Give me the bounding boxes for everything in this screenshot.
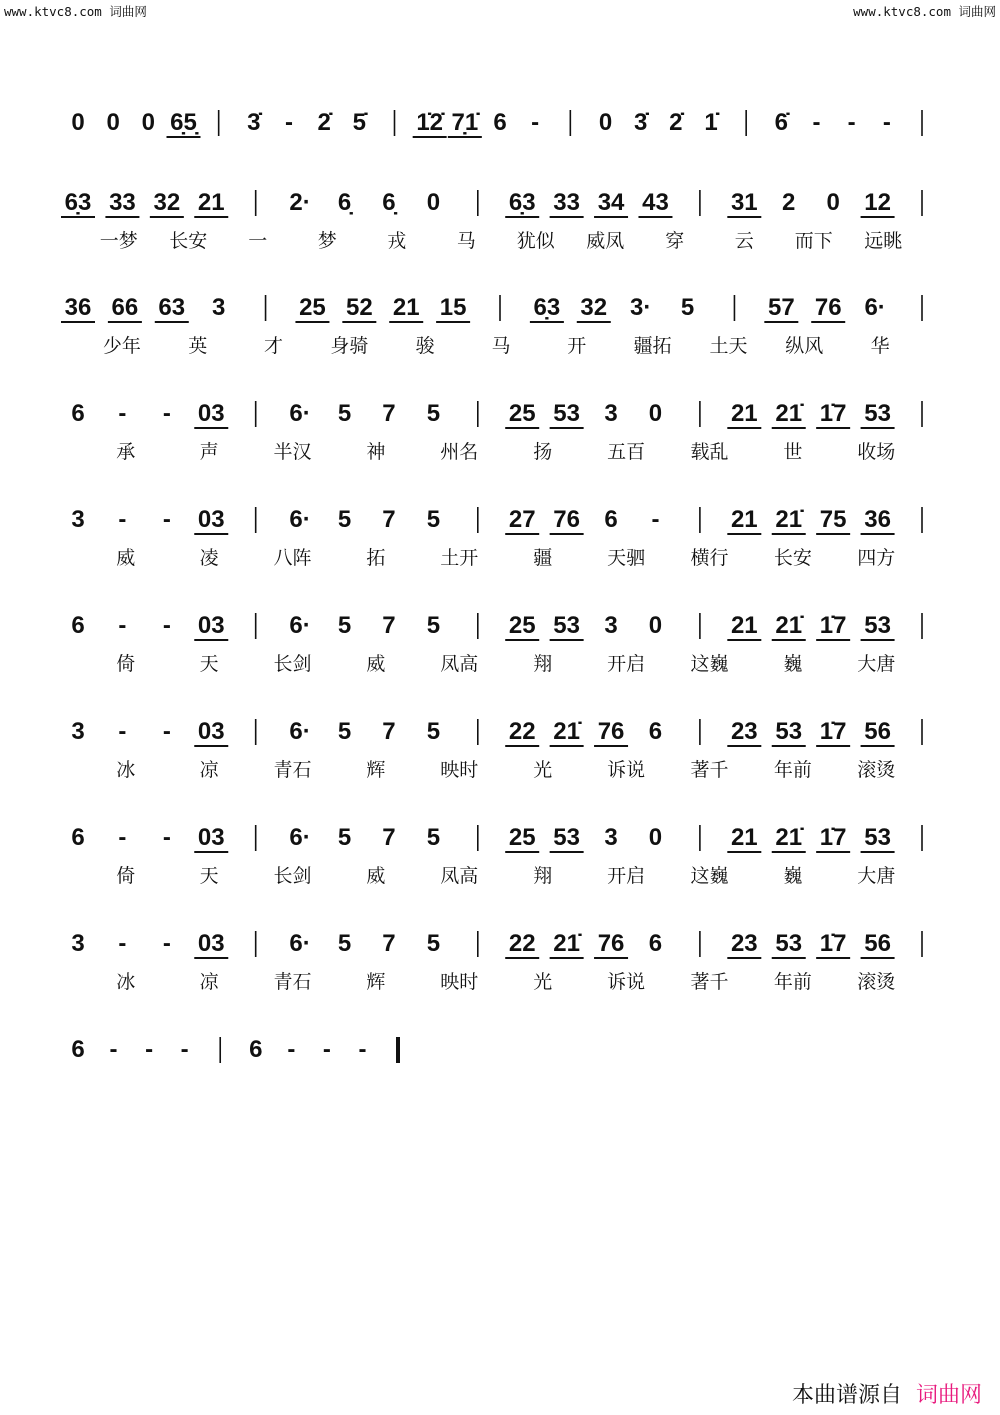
- lyric-word: 长剑: [273, 865, 312, 887]
- note: 3: [71, 718, 85, 745]
- lyric-word: 英: [188, 335, 208, 357]
- lyric-word: 光: [533, 971, 553, 993]
- note: 7: [382, 612, 396, 639]
- dash-extension: -: [109, 1036, 118, 1063]
- note: 6: [249, 1036, 263, 1063]
- lyric-word: 扬: [533, 441, 553, 463]
- note: 5: [337, 400, 352, 427]
- lyric-word: 马: [456, 230, 476, 252]
- note: 21̇: [775, 400, 803, 427]
- lyric-word: 映时: [440, 759, 479, 781]
- lyric-word: 映时: [440, 971, 479, 993]
- note: 1̇7: [819, 400, 847, 427]
- dash-extension: -: [118, 930, 127, 957]
- footer-source-label: 本曲谱源自: [791, 1383, 902, 1408]
- dash-extension: -: [118, 612, 127, 639]
- score-line: [71, 718, 922, 781]
- note: 6̣: [382, 189, 396, 216]
- note: 23: [730, 718, 758, 745]
- lyric-word: 长安: [169, 230, 208, 252]
- note: 21: [730, 400, 758, 427]
- lyric-word: 疆拓: [633, 335, 672, 357]
- lyric-word: 华: [870, 335, 890, 357]
- note: 36: [864, 506, 891, 533]
- lyric-word: 大唐: [857, 865, 896, 887]
- lyric-word: 青石: [273, 759, 312, 781]
- note: 5: [426, 718, 441, 745]
- note: 03: [197, 718, 225, 745]
- lyric-word: 一: [248, 230, 268, 252]
- dash-extension: -: [358, 1036, 367, 1063]
- lyric-word: 光: [533, 759, 553, 781]
- lyric-word: 凤高: [440, 653, 479, 675]
- score-line: [71, 506, 922, 569]
- note: 6: [71, 1036, 85, 1063]
- note: 31: [730, 189, 758, 216]
- note: 6·: [289, 718, 311, 745]
- note: 6̣5̣: [170, 109, 197, 136]
- note: 53: [553, 612, 580, 639]
- lyric-word: 这巍: [690, 653, 729, 675]
- note: 33: [109, 189, 136, 216]
- note: 33: [553, 189, 580, 216]
- dash-extension: -: [162, 930, 171, 957]
- lyric-word: 凉: [199, 971, 219, 993]
- note: 3̇: [633, 109, 648, 136]
- note: 5: [426, 824, 441, 851]
- note: 3: [211, 294, 226, 321]
- note: 21: [730, 824, 758, 851]
- note: 2·: [289, 189, 311, 216]
- note: 03: [197, 506, 225, 533]
- note: 21̇: [775, 612, 803, 639]
- lyric-word: 著千: [690, 971, 729, 993]
- lyric-word: 穿: [665, 230, 685, 252]
- lyric-word: 神: [366, 441, 386, 463]
- lyric-word: 横行: [690, 547, 729, 569]
- lyric-word: 凉: [199, 759, 219, 781]
- dash-extension: -: [162, 612, 171, 639]
- note: 21: [730, 612, 758, 639]
- lyric-word: 收场: [857, 441, 896, 463]
- note: 6̣3: [508, 189, 536, 216]
- lyric-word: 天: [199, 865, 219, 887]
- header-site-left: www.ktvc8.com 词曲网: [4, 4, 147, 19]
- note: 6: [648, 718, 663, 745]
- note: 43: [642, 189, 669, 216]
- lyric-word: 倚: [116, 865, 136, 887]
- note: 3: [604, 400, 618, 427]
- lyric-word: 云: [734, 230, 754, 252]
- note: 3̇: [247, 109, 261, 136]
- lyric-word: 巍: [783, 653, 803, 675]
- score-line: [71, 1036, 398, 1063]
- note: 53: [864, 400, 891, 427]
- note: 5: [337, 718, 352, 745]
- note: 03: [197, 400, 225, 427]
- lyric-word: 疆: [533, 547, 553, 569]
- note: 75: [819, 506, 847, 533]
- score-line: [61, 294, 922, 357]
- lyric-word: 威: [366, 653, 386, 675]
- lyric-word: 开启: [607, 865, 646, 887]
- note: 12: [864, 189, 891, 216]
- lyric-word: 年前: [773, 759, 812, 781]
- note: 36: [64, 294, 92, 321]
- note: 6̣: [337, 189, 352, 216]
- lyric-word: 远眺: [864, 230, 903, 252]
- note: 2: [782, 189, 796, 216]
- note: 5: [337, 930, 352, 957]
- note: 3·: [629, 294, 652, 321]
- note: 0: [648, 400, 663, 427]
- note: 6·: [289, 612, 311, 639]
- note: 5: [426, 930, 441, 957]
- dash-extension: -: [180, 1036, 189, 1063]
- lyric-word: 一梦: [99, 230, 138, 252]
- lyric-word: 戎: [387, 230, 407, 252]
- note: 21: [197, 189, 225, 216]
- score-line: [71, 824, 922, 887]
- note: 5: [426, 400, 441, 427]
- dash-extension: -: [651, 506, 660, 533]
- note: 76: [814, 294, 842, 321]
- note: 5: [337, 824, 352, 851]
- lyric-word: 声: [199, 441, 219, 463]
- note: 0: [648, 612, 663, 639]
- note: 66: [111, 294, 139, 321]
- lyric-word: 滚烫: [857, 971, 896, 993]
- note: 1̇̇: [704, 109, 718, 136]
- lyric-word: 翔: [533, 653, 553, 675]
- note: 21̇: [775, 824, 803, 851]
- note: 1̇2̇: [416, 109, 444, 136]
- note: 23: [730, 930, 758, 957]
- note: 7: [382, 824, 396, 851]
- lyric-word: 半汉: [273, 441, 312, 463]
- dash-extension: -: [145, 1036, 154, 1063]
- lyric-word: 凤高: [440, 865, 479, 887]
- lyric-word: 而下: [794, 230, 833, 252]
- note: 1̇7: [819, 930, 847, 957]
- note: 0: [648, 824, 663, 851]
- lyric-word: 年前: [773, 971, 812, 993]
- note: 6̇: [774, 109, 789, 136]
- note: 5: [337, 612, 352, 639]
- lyric-word: 威凤: [586, 230, 625, 252]
- lyric-word: 才: [264, 335, 284, 357]
- lyric-word: 长安: [773, 547, 812, 569]
- footer-credit: [792, 1378, 982, 1409]
- lyric-word: 诉说: [607, 759, 646, 781]
- dash-extension: -: [162, 824, 171, 851]
- lyric-word: 滚烫: [857, 759, 896, 781]
- lyric-word: 威: [366, 865, 386, 887]
- score-line: [71, 612, 922, 675]
- note: 76: [597, 718, 625, 745]
- note: 34: [597, 189, 625, 216]
- note: 5̇: [352, 109, 367, 136]
- note: 3: [604, 824, 618, 851]
- lyric-word: 载乱: [690, 441, 729, 463]
- note: 2̇: [317, 109, 331, 136]
- note: 63: [158, 294, 186, 321]
- note: 22: [508, 930, 536, 957]
- note: 6: [71, 824, 85, 851]
- lyric-word: 四方: [857, 547, 896, 569]
- note: 0: [106, 109, 120, 136]
- lyric-word: 大唐: [857, 653, 896, 675]
- lyric-word: 威: [116, 547, 136, 569]
- note: 6: [493, 109, 507, 136]
- note: 2̇: [669, 109, 683, 136]
- note: 27: [508, 506, 536, 533]
- note: 56: [864, 930, 891, 957]
- note: 53: [775, 930, 803, 957]
- dash-extension: -: [847, 109, 856, 136]
- note: 25: [508, 612, 536, 639]
- note: 25: [508, 824, 536, 851]
- lyric-word: 马: [491, 335, 511, 357]
- dash-extension: -: [118, 506, 127, 533]
- lyric-word: 土开: [440, 547, 479, 569]
- note: 5: [680, 294, 695, 321]
- dash-extension: -: [162, 506, 171, 533]
- lyric-word: 长剑: [273, 653, 312, 675]
- dash-extension: -: [322, 1036, 331, 1063]
- note: 1̇7: [819, 718, 847, 745]
- note: 03: [197, 612, 225, 639]
- dash-extension: -: [162, 718, 171, 745]
- lyric-word: 天驷: [607, 547, 646, 569]
- note: 0: [141, 109, 156, 136]
- header-site-right: www.ktvc8.com 词曲网: [853, 4, 996, 19]
- note: 52: [345, 294, 373, 321]
- note: 3: [604, 612, 618, 639]
- note: 6: [648, 930, 663, 957]
- lyric-word: 土天: [709, 335, 748, 357]
- note: 6·: [289, 824, 311, 851]
- dash-extension: -: [285, 109, 293, 136]
- dash-extension: -: [118, 400, 127, 427]
- dash-extension: -: [882, 109, 891, 136]
- note: 21: [392, 294, 420, 321]
- lyric-word: 梦: [317, 230, 337, 252]
- note: 57: [767, 294, 795, 321]
- note: 32: [580, 294, 608, 321]
- note: 6·: [289, 930, 311, 957]
- note: 03: [197, 930, 225, 957]
- dash-extension: -: [531, 109, 540, 136]
- note: 6̣3: [64, 189, 92, 216]
- note: 53: [553, 400, 580, 427]
- note: 7: [382, 930, 396, 957]
- lyric-word: 拓: [366, 547, 386, 569]
- note: 53: [553, 824, 580, 851]
- lyric-word: 这巍: [690, 865, 729, 887]
- note: 15: [439, 294, 467, 321]
- note: 21̇: [553, 718, 580, 745]
- note: 21̇: [553, 930, 580, 957]
- note: 32: [153, 189, 181, 216]
- score-line: [71, 400, 922, 463]
- footer-site-logo: 词曲网: [915, 1383, 982, 1408]
- lyric-word: 冰: [116, 971, 136, 993]
- note: 6: [604, 506, 618, 533]
- lyric-word: 身骑: [330, 335, 369, 357]
- note: 53: [864, 612, 891, 639]
- note: 25: [299, 294, 326, 321]
- score-line: [61, 189, 922, 252]
- note: 7: [382, 400, 396, 427]
- note: 6·: [864, 294, 886, 321]
- dash-extension: -: [287, 1036, 296, 1063]
- note: 1̇7: [819, 612, 847, 639]
- note: 5: [426, 612, 441, 639]
- note: 0: [71, 109, 85, 136]
- lyric-word: 少年: [102, 335, 141, 357]
- lyric-word: 巍: [783, 865, 803, 887]
- note: 6̣3: [533, 294, 561, 321]
- lyric-word: 州名: [440, 441, 479, 463]
- note: 1̇7: [819, 824, 847, 851]
- lyric-word: 骏: [415, 335, 435, 357]
- lyric-word: 诉说: [607, 971, 646, 993]
- note: 56: [864, 718, 891, 745]
- note: 7: [382, 718, 396, 745]
- lyric-word: 天: [199, 653, 219, 675]
- dash-extension: -: [118, 718, 127, 745]
- note: 25: [508, 400, 536, 427]
- lyric-word: 辉: [366, 759, 386, 781]
- score-line: [71, 109, 922, 137]
- note: 7̣1̇: [451, 109, 479, 136]
- note: 21̇: [775, 506, 803, 533]
- note: 53: [775, 718, 803, 745]
- lyric-word: 八阵: [273, 547, 312, 569]
- note: 21: [730, 506, 758, 533]
- lyric-word: 著千: [690, 759, 729, 781]
- lyric-word: 承: [116, 441, 136, 463]
- lyric-word: 世: [783, 441, 803, 463]
- note: 0: [426, 189, 441, 216]
- note: 76: [553, 506, 580, 533]
- lyric-word: 五百: [607, 441, 646, 463]
- note: 76: [597, 930, 625, 957]
- note: 22: [508, 718, 536, 745]
- note: 6·: [289, 506, 311, 533]
- note: 5: [337, 506, 352, 533]
- lyric-word: 纵风: [785, 335, 824, 357]
- lyric-word: 翔: [533, 865, 553, 887]
- note: 0: [598, 109, 613, 136]
- lyric-word: 开启: [607, 653, 646, 675]
- dash-extension: -: [162, 400, 171, 427]
- note: 6: [71, 400, 85, 427]
- note: 6·: [289, 400, 311, 427]
- note: 53: [864, 824, 891, 851]
- note: 03: [197, 824, 225, 851]
- note: 6: [71, 612, 85, 639]
- note: 3: [71, 506, 85, 533]
- note: 5: [426, 506, 441, 533]
- dash-extension: -: [118, 824, 127, 851]
- note: 3: [71, 930, 85, 957]
- lyric-word: 凌: [199, 547, 219, 569]
- lyric-word: 犹似: [516, 230, 555, 252]
- lyric-word: 倚: [116, 653, 136, 675]
- lyric-word: 开: [567, 335, 587, 357]
- score-line: [71, 930, 922, 993]
- note: 0: [826, 189, 840, 216]
- lyric-word: 冰: [116, 759, 136, 781]
- lyric-word: 辉: [366, 971, 386, 993]
- note: 7: [382, 506, 396, 533]
- lyric-word: 青石: [273, 971, 312, 993]
- dash-extension: -: [812, 109, 821, 136]
